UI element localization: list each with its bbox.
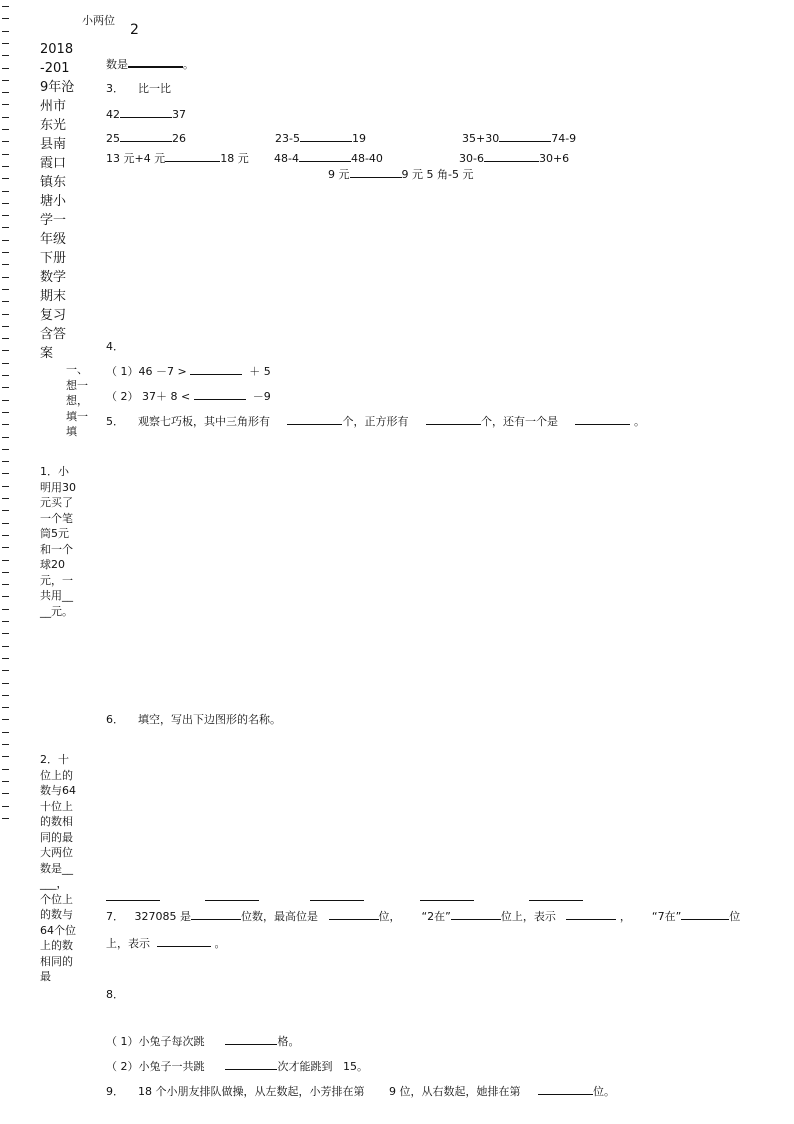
shape-name-blank-3[interactable] — [310, 900, 364, 901]
binding-dash — [2, 707, 9, 708]
binding-dash — [2, 584, 9, 585]
binding-dash — [2, 461, 9, 462]
q8-number: 8． — [106, 988, 124, 1001]
binding-dash — [2, 80, 9, 81]
binding-dash — [2, 350, 9, 351]
compare-left: 9 元 — [328, 168, 350, 181]
q7-number: 7． — [106, 910, 124, 923]
top-fragment-label: 小两位 — [82, 14, 115, 27]
q7-highest-place-blank[interactable] — [329, 908, 379, 920]
q5-triangle-blank[interactable] — [287, 413, 342, 425]
q2-tail-end: 。 — [183, 58, 194, 71]
q7-meaning-of-7-blank[interactable] — [157, 935, 211, 947]
shape-name-blank-4[interactable] — [420, 900, 474, 901]
binding-dash — [2, 264, 9, 265]
q8-sub2 — [106, 1058, 368, 1074]
compare-right: 37 — [172, 108, 186, 121]
compare-left: 23-5 — [275, 132, 300, 145]
binding-dash — [2, 375, 9, 376]
q6-number: 6． — [106, 713, 124, 726]
document-title: 2018-2019年沧州市东光县南霞口镇东塘小学一年级下册数学期末复习含答案 — [40, 42, 75, 361]
q4-sub2-suffix: －9 — [252, 390, 271, 403]
binding-dash — [2, 621, 9, 622]
binding-dash — [2, 646, 9, 647]
q3-row2-item-1 — [106, 130, 186, 146]
binding-dash — [2, 68, 9, 69]
q4-sub2-blank[interactable] — [194, 388, 246, 400]
binding-dash — [2, 449, 9, 450]
q7-line2 — [106, 935, 226, 951]
q5-text-3: 个，还有一个是 — [480, 415, 558, 428]
binding-dash — [2, 769, 9, 770]
q4-sub1-prefix: （ 1）46 －7 > — [106, 365, 187, 378]
compare-left: 42 — [106, 108, 120, 121]
compare-blank[interactable] — [499, 130, 551, 142]
binding-dash — [2, 695, 9, 696]
q4-sub2 — [106, 388, 271, 404]
q7-text-7: “7在” — [651, 910, 682, 923]
compare-blank[interactable] — [120, 130, 172, 142]
q9-number: 9． — [106, 1085, 124, 1098]
binding-dash — [2, 683, 9, 684]
binding-dash — [2, 756, 9, 757]
q8-sub1-suffix: 格。 — [277, 1035, 300, 1048]
binding-dash — [2, 744, 9, 745]
binding-dash — [2, 166, 9, 167]
q4-sub1-suffix: ＋ 5 — [249, 365, 271, 378]
binding-dash — [2, 818, 9, 819]
q3-header — [106, 82, 171, 96]
q3-row1 — [106, 106, 186, 122]
binding-dash — [2, 92, 9, 93]
binding-dash — [2, 117, 9, 118]
binding-dash — [2, 412, 9, 413]
binding-dash — [2, 400, 9, 401]
shape-name-blank-5[interactable] — [529, 900, 583, 901]
q5-number: 5． — [106, 415, 124, 428]
q7-text-5: 位上，表示 — [500, 910, 556, 923]
binding-dash — [2, 473, 9, 474]
compare-left: 48-4 — [274, 152, 299, 165]
q9 — [106, 1083, 615, 1099]
binding-dash — [2, 363, 9, 364]
binding-dash — [2, 498, 9, 499]
binding-dash — [2, 486, 9, 487]
q2-tail — [106, 55, 194, 72]
q8-sub2-text: （ 2）小兔子一共跳 — [106, 1060, 205, 1073]
compare-blank[interactable] — [300, 130, 352, 142]
q5-other-blank[interactable] — [575, 413, 630, 425]
binding-dash — [2, 314, 9, 315]
q7-meaning-of-2-blank[interactable] — [566, 908, 616, 920]
q8-sub2-target: 15。 — [342, 1060, 368, 1073]
binding-dash — [2, 535, 9, 536]
binding-dash — [2, 129, 9, 130]
binding-dash — [2, 227, 9, 228]
q6 — [106, 713, 281, 727]
binding-dash — [2, 301, 9, 302]
binding-dash — [2, 338, 9, 339]
q3-row3-item-1 — [106, 150, 249, 166]
binding-dash — [2, 203, 9, 204]
shape-name-blank-1[interactable] — [106, 900, 160, 901]
binding-dash — [2, 240, 9, 241]
q4-sub2-prefix: （ 2） 37＋ 8 < — [106, 390, 191, 403]
binding-dash — [2, 55, 9, 56]
q8-sub1-text: （ 1）小兔子每次跳 — [106, 1035, 205, 1048]
binding-dash — [2, 633, 9, 634]
q3-row3-item-3 — [459, 150, 569, 166]
q9-text-1: 18 个小朋友排队做操，从左数起，小芳排在第 — [138, 1085, 365, 1098]
q7-place-of-7-blank[interactable] — [681, 908, 729, 920]
compare-right: 74-9 — [551, 132, 577, 145]
section-heading: 一、想一想，填一填 — [66, 363, 88, 438]
q5-text-1: 观察七巧板，其中三角形有 — [138, 415, 270, 428]
binding-dash — [2, 670, 9, 671]
compare-right: 19 — [351, 132, 366, 145]
q3-row3-item-2 — [274, 150, 383, 166]
compare-right: 26 — [172, 132, 186, 145]
q7-text-1: 327085 是 — [134, 910, 191, 923]
compare-right: 9 元 5 角-5 元 — [401, 168, 474, 181]
binding-dash — [2, 547, 9, 548]
compare-blank[interactable] — [165, 150, 220, 162]
top-fragment-number: 2 — [130, 22, 139, 38]
q5 — [106, 413, 645, 429]
compare-right: 18 元 — [220, 152, 249, 165]
binding-dash — [2, 178, 9, 179]
binding-dash — [2, 609, 9, 610]
q7-line2-text: 上，表示 — [106, 937, 150, 950]
binding-dash — [2, 326, 9, 327]
q3-row2-item-3 — [462, 130, 576, 146]
binding-dash — [2, 596, 9, 597]
question-2-text: 2．十位上的数与64十位上的数相同的最大两位数是_____，个位上的数与64个位上的数相同的最 — [40, 753, 76, 983]
binding-dash — [2, 732, 9, 733]
q2-tail-text: 数是 — [106, 58, 128, 71]
binding-dash — [2, 104, 9, 105]
q7-place-of-2-blank[interactable] — [451, 908, 501, 920]
binding-dash — [2, 43, 9, 44]
binding-dash — [2, 18, 9, 19]
binding-dash — [2, 793, 9, 794]
binding-dash — [2, 387, 9, 388]
q7-text-2: 位数，最高位是 — [241, 910, 318, 923]
q3-row4 — [328, 166, 473, 182]
q7-text-3: 位， — [378, 910, 401, 923]
binding-dash — [2, 424, 9, 425]
compare-left: 35+30 — [462, 132, 500, 145]
binding-dash — [2, 191, 9, 192]
binding-dash — [2, 154, 9, 155]
compare-right: 48-40 — [350, 152, 383, 165]
shape-name-blank-2[interactable] — [205, 900, 259, 901]
compare-left: 13 元+4 元 — [106, 152, 166, 165]
binding-dash — [2, 141, 9, 142]
q7-line1 — [106, 908, 740, 924]
q9-end: 位。 — [592, 1085, 615, 1098]
compare-left: 30-6 — [459, 152, 484, 165]
binding-dash — [2, 719, 9, 720]
binding-dash — [2, 658, 9, 659]
q7-digits-blank[interactable] — [191, 908, 241, 920]
q4-sub1-blank[interactable] — [190, 363, 242, 375]
binding-dash — [2, 289, 9, 290]
q3-row2-item-2 — [275, 130, 366, 146]
q4-number: 4． — [106, 340, 124, 353]
q8-sub1 — [106, 1033, 299, 1049]
q7-line2-end: 。 — [214, 937, 226, 950]
binding-dash — [2, 781, 9, 782]
binding-dash — [2, 572, 9, 573]
q7-text-8: 位 — [729, 910, 741, 923]
binding-dash — [2, 6, 9, 7]
binding-dash — [2, 277, 9, 278]
binding-dash — [2, 806, 9, 807]
q9-text-2: 9 位，从右数起，她排在第 — [388, 1085, 521, 1098]
compare-blank[interactable] — [484, 150, 539, 162]
q8-jump-count-blank[interactable] — [225, 1058, 277, 1070]
binding-dash — [2, 510, 9, 511]
compare-right: 30+6 — [538, 152, 570, 165]
question-1-text: 1．小明用30元买了一个笔筒5元和一个球20元，一共用____元。 — [40, 465, 76, 618]
q2-answer-blank[interactable] — [128, 55, 183, 68]
binding-dash — [2, 215, 9, 216]
q5-end: 。 — [633, 415, 645, 428]
binding-dash — [2, 252, 9, 253]
q3-number: 3． — [106, 82, 124, 95]
q6-text: 填空，写出下边图形的名称。 — [138, 713, 281, 726]
binding-dash — [2, 560, 9, 561]
q7-text-4: “2在” — [421, 910, 451, 923]
compare-blank[interactable] — [120, 106, 172, 118]
q5-square-blank[interactable] — [426, 413, 481, 425]
q9-position-blank[interactable] — [538, 1083, 593, 1095]
compare-left: 25 — [106, 132, 120, 145]
compare-blank[interactable] — [350, 166, 402, 178]
binding-dash — [2, 437, 9, 438]
q3-title: 比一比 — [138, 82, 171, 95]
binding-dash — [2, 31, 9, 32]
compare-blank[interactable] — [299, 150, 351, 162]
q4-sub1 — [106, 363, 271, 379]
q8-sub2-suffix: 次才能跳到 — [277, 1060, 333, 1073]
binding-dash — [2, 523, 9, 524]
q5-text-2: 个，正方形有 — [342, 415, 409, 428]
q8-cells-per-jump-blank[interactable] — [225, 1033, 277, 1045]
q7-text-6: ， — [619, 910, 631, 923]
